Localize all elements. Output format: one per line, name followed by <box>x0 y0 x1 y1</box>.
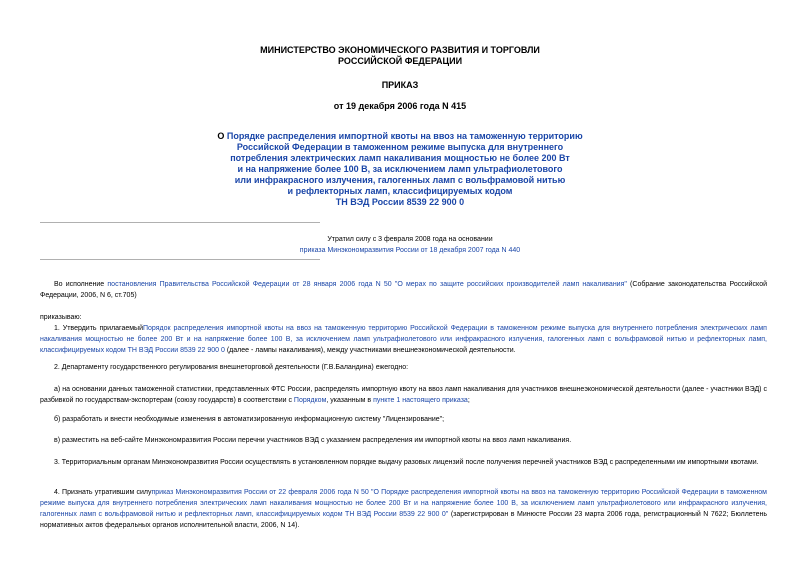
item-2a-procedure-link[interactable]: Порядком <box>293 397 327 404</box>
item-2a-pre: а) на основании данных таможенной статистики, представленных ФТС России, распределять импортную квоту на ввоз ламп накаливания для участников внешнеэкономической деятельности (далее - участники ВЭД) с разбивкой по государствам-экспортерам (союзу государств) в соответствии с <box>40 386 767 404</box>
divider-top <box>40 222 320 223</box>
status-note <box>260 234 560 256</box>
doc-type: ПРИКАЗ <box>381 80 419 90</box>
intro-decree-link[interactable]: постановления Правительства Российской Федерации от 28 января 2006 года N 50 "О мерах по защите российских производителей ламп накаливания" <box>107 281 627 288</box>
item-2b <box>40 414 767 425</box>
item-2a-mid: , указанным в <box>326 397 374 404</box>
item-1-post: (далее - лампы накаливания), между участниками внешнеэкономической деятельности. <box>224 347 516 354</box>
title-line-1[interactable]: Порядке распределения импортной квоты на ввоз на таможенную территорию <box>226 131 583 141</box>
intro-paragraph <box>40 279 767 301</box>
title-line-7[interactable]: ТН ВЭД России 8539 22 900 0 <box>335 197 465 207</box>
item-2a <box>40 384 767 406</box>
item-2c <box>40 435 767 446</box>
item-2a-point-link[interactable]: пункте 1 настоящего приказа <box>373 397 468 404</box>
item-2-text: 2. Департаменту государственного регулирования внешнеторговой деятельности (Г.В.Баландина) ежегодно: <box>54 364 409 371</box>
item-2a-post: ; <box>467 397 470 404</box>
item-3 <box>40 457 767 468</box>
ministry-line-1: МИНИСТЕРСТВО ЭКОНОМИЧЕСКОГО РАЗВИТИЯ И ТОРГОВЛИ <box>260 45 540 55</box>
doc-title <box>190 131 610 208</box>
title-line-2[interactable]: Российской Федерации в таможенном режиме выпуска для внутреннего <box>236 142 564 152</box>
title-prefix: О <box>217 131 225 141</box>
item-1 <box>40 323 767 356</box>
item-4-pre: 4. Признать утратившим силу <box>54 489 152 496</box>
title-line-4[interactable]: и на напряжение более 100 В, за исключением ламп ультрафиолетового <box>237 164 563 174</box>
ministry-heading <box>190 45 610 67</box>
item-4-order-link[interactable]: приказ Минэкономразвития России от 22 февраля 2006 года N 50 "О Порядке распределения импортной квоты на ввоз на таможенную территорию Российской Федерации в таможенном режиме выпуска для внутреннего потребления электрических ламп накаливания мощностью не более 200 Вт и на напряжение более 100 В, за исключением ламп ультрафиолетового или инфракрасного излучения, галогенных ламп с вольфрамовой нитью и рефлекторных ламп, классифицируемых кодом ТН ВЭД России 8539 22 900 0" <box>40 489 767 518</box>
title-line-3[interactable]: потребления электрических ламп накаливания мощностью не более 200 Вт <box>230 153 570 163</box>
intro-pre: Во исполнение <box>54 281 105 288</box>
ministry-line-2: РОССИЙСКОЙ ФЕДЕРАЦИИ <box>337 56 463 66</box>
divider-bottom <box>40 259 320 260</box>
item-3-text: 3. Территориальным органам Минэкономразвития России осуществлять в установленном порядке выдачу разовых лицензий после получения перечней участников ВЭД с распределенными им импортными квотами. <box>54 459 759 466</box>
intro-post: (Собрание законодательства Российской Федерации, 2006, N 6, ст.705) <box>40 281 767 299</box>
item-2b-text: б) разработать и внести необходимые изменения в автоматизированную информационную систему "Лицензирование"; <box>54 416 445 423</box>
status-note-link[interactable]: приказа Минэкономразвития России от 18 декабря 2007 года N 440 <box>299 247 521 254</box>
doc-date-number: от 19 декабря 2006 года N 415 <box>333 101 467 111</box>
order-word: приказываю: <box>40 314 82 321</box>
status-note-text: Утратил силу с 3 февраля 2008 года на основании <box>327 236 493 243</box>
item-4-post: (зарегистрирован в Минюсте России 23 марта 2006 года, регистрационный N 7622; Бюллетень нормативных актов федеральных органов исполнительной власти, 2006, N 14). <box>40 511 767 529</box>
item-1-pre: 1. Утвердить прилагаемый <box>54 325 143 332</box>
title-line-6[interactable]: и рефлекторных ламп, классифицируемых кодом <box>287 186 513 196</box>
item-2 <box>40 362 767 373</box>
item-4 <box>40 487 767 531</box>
title-line-5[interactable]: или инфракрасного излучения, галогенных ламп с вольфрамовой нитью <box>234 175 566 185</box>
item-1-procedure-link[interactable]: Порядок распределения импортной квоты на ввоз на таможенную территорию Российской Федерации в таможенном режиме выпуска для внутреннего потребления электрических ламп накаливания мощностью не более 200 Вт и на напряжение более 100 В, за исключением ламп ультрафиолетового или инфракрасного излучения, галогенных ламп с вольфрамовой нитью и рефлекторных ламп, классифицируемых кодом ТН ВЭД России 8539 22 900 0 <box>40 325 767 354</box>
item-2c-text: в) разместить на веб-сайте Минэкономразвития России перечни участников ВЭД с указанием распределения им импортной квоты на ввоз ламп накаливания. <box>54 437 572 444</box>
